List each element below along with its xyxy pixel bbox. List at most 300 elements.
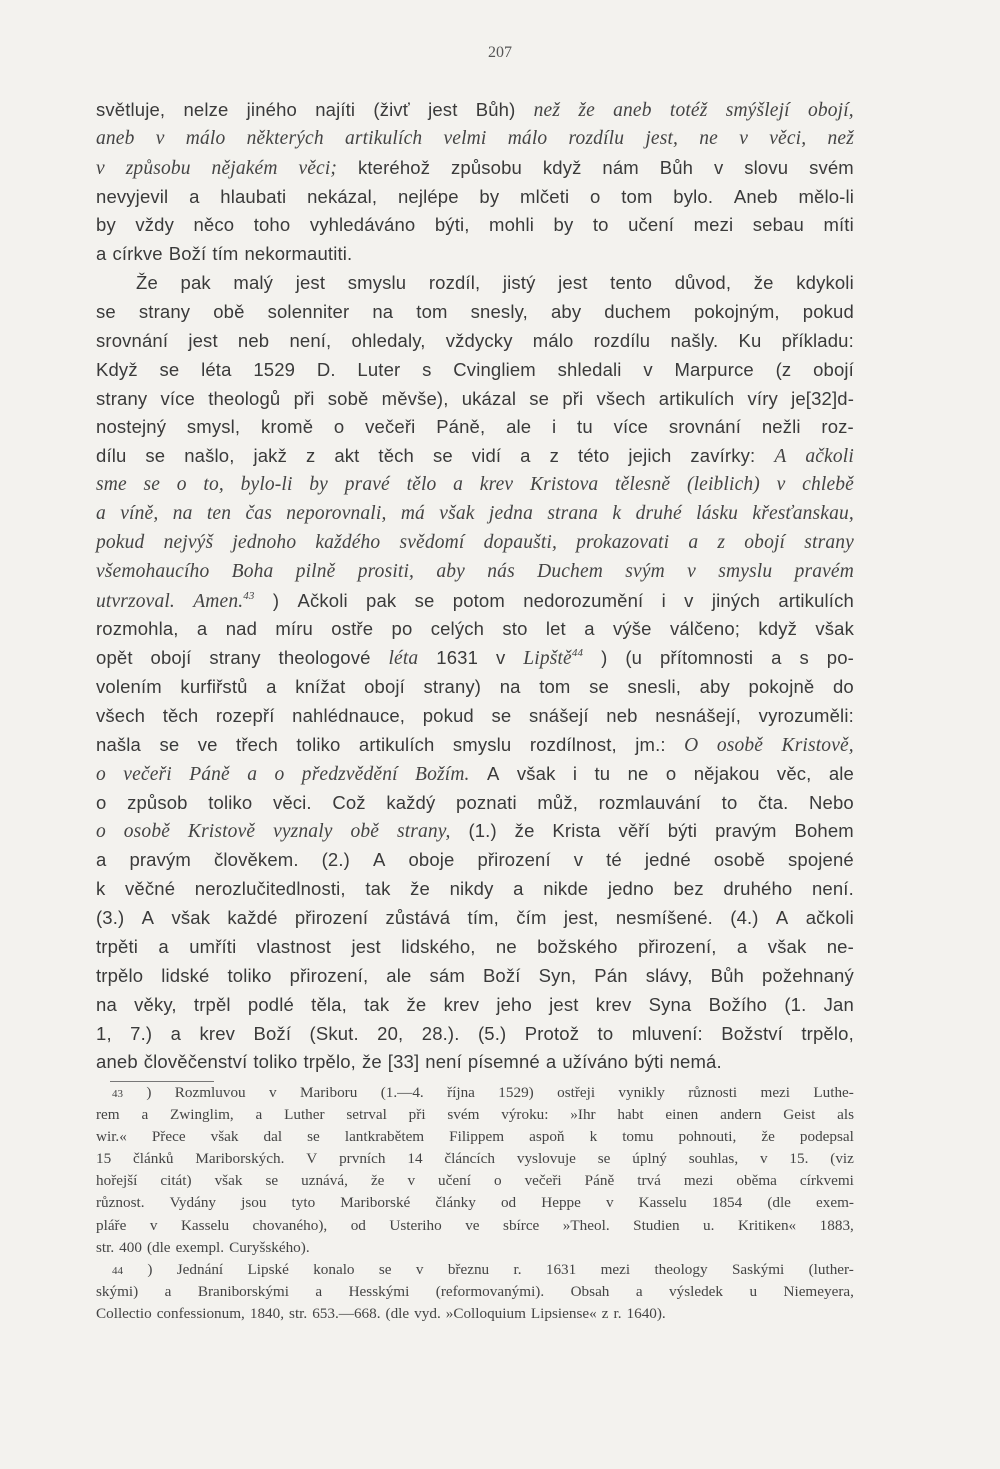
italic-word: o [96,821,106,843]
italic-word: čas [245,503,272,525]
word: něco [193,214,235,236]
text-line [96,644,854,673]
text-line [96,211,854,240]
word: Luthe- [813,1084,854,1101]
word: (Skut. [309,1022,359,1044]
word: strany [96,387,148,409]
word: lidské [161,964,210,986]
word: by [479,185,500,207]
word: dílu [96,445,127,467]
italic-word: Kristově [187,821,256,843]
word: Vydány [169,1194,217,1212]
word: osobě [713,849,766,871]
word: tu [594,762,611,784]
italic-word: o [274,763,285,785]
word: požehnaný [762,964,854,986]
word: tím [212,243,239,265]
italic-word: než [827,127,854,149]
word: se [378,1260,392,1278]
word: z [601,1304,609,1322]
word: ukázal [461,387,517,409]
text-line [96,327,854,356]
word: »Colloquium [445,1304,526,1322]
text-line [96,789,854,818]
word: jsou [241,1194,267,1212]
text-line [96,731,854,760]
word: není [425,1051,462,1073]
word: se [265,1172,279,1190]
word: svém [447,1106,480,1124]
italic-word: ne [699,127,718,149]
word: rozmohla, [96,618,179,640]
italic-word: obojí, [807,100,854,121]
word: jedno [607,878,654,900]
word: toliko [227,964,272,986]
italic-word: málo [507,127,548,149]
text-line [96,442,854,471]
text-line [96,991,854,1020]
italic-word: utvrzoval. [96,590,175,612]
word: najíti [315,99,356,120]
word: ačkoli [805,907,854,929]
word: obojí [813,358,854,380]
word: aspoň [529,1128,565,1146]
word: Zwinglim, [170,1106,234,1124]
italic-word: aby [436,560,465,582]
word: strany) [423,676,482,698]
word: (viz [830,1150,854,1168]
word: však [171,907,211,929]
italic-word: k [612,503,622,525]
word: umříti [189,935,237,957]
footnote-line [96,1281,854,1303]
italic-word: všemohaucího [96,560,210,582]
word: 15. [789,1150,809,1168]
word: a [158,935,169,957]
italic-word: tělesně [615,474,671,496]
word: uznává, [301,1172,348,1190]
footnote-marker: 43 [243,589,255,602]
word: exempl. [175,1238,225,1256]
word: jest [428,99,458,120]
word: (1.) [468,820,497,842]
word: opět [96,647,133,669]
word: se [307,1128,320,1146]
word: z [305,445,316,467]
italic-word: způsobu [125,157,191,179]
word: zavírky: [690,445,756,467]
word: o [590,185,601,207]
word: ) [147,1260,153,1278]
word: 1631 [545,1260,577,1278]
word: A [486,762,500,784]
italic-word: to, [203,474,224,496]
word: našly. [670,329,719,351]
word: způsobu [450,156,522,178]
word: ve [465,1216,480,1234]
word: einen [665,1106,699,1124]
word: Luther [284,1106,325,1124]
italic-word: v [96,157,105,179]
word: artikulích [358,733,435,755]
word: božského [537,935,618,957]
word: svém [809,156,854,178]
word: slovu [744,156,789,178]
word: to [597,1022,614,1044]
word: nikdy [449,878,494,900]
word: str. [96,1238,115,1256]
word: ne [495,935,517,957]
word: se [414,589,435,611]
word: Bohem [794,820,854,842]
word: smyslu [452,733,512,755]
word: i [661,589,666,611]
text-line [96,154,854,183]
italic-word: a [688,531,699,553]
word: Hesskými [348,1282,410,1300]
word: hořejší [96,1172,138,1190]
word: člověčenství [143,1051,248,1073]
word: neb [606,705,638,727]
word: nad [225,618,258,640]
word: snášejí [528,705,589,727]
word: ne- [826,935,854,957]
word: přirození [477,849,551,871]
word: setrval [346,1106,387,1124]
word: 1640). [626,1304,666,1322]
word: jakž [253,445,287,467]
italic-word: málo [185,127,226,149]
word: a [164,1282,172,1300]
word: nedorozumění [523,589,644,611]
italic-word: rozdílu [568,127,625,149]
word: jistý [502,272,536,294]
text-line [96,413,854,442]
main-text [96,96,854,1077]
word: aby [550,301,582,323]
word: (5.) [477,1022,507,1044]
word: trpělo [96,964,144,986]
italic-word: Boha [231,560,274,582]
word: věky, [134,993,177,1015]
italic-word: strany, [396,821,451,843]
italic-word: Lipště$^{44}$ [523,647,584,670]
word: 1883, [819,1216,854,1234]
word: rozepří [215,705,275,727]
word: trpěl [193,993,231,1015]
word: roz- [821,416,854,438]
word: všech [96,705,146,727]
word: (4.) [730,907,759,929]
word: vlastnost [256,935,332,957]
word: při [293,387,315,409]
word: jedné [644,849,691,871]
text-line [96,615,854,644]
word: Nebo [809,791,854,813]
text-line [96,904,854,933]
footnote-line [96,1148,854,1170]
word: skými) [96,1282,139,1300]
word: akt [334,445,360,467]
italic-word: A [774,446,787,468]
word: sto [502,618,528,640]
word: tyto [291,1194,316,1212]
word: užíváno [562,1051,629,1073]
word: Braniborskými [197,1282,289,1300]
word: jiných [711,589,761,611]
word: artikulích [778,589,854,611]
word: a [266,676,277,698]
word: nostejný [96,416,167,438]
word: a [584,618,595,640]
word: a [189,185,200,207]
word: církve [112,243,163,265]
word: sám [429,964,465,986]
word: [33] [387,1051,420,1073]
word: příkladu: [781,329,854,351]
word: podlé [247,993,294,1015]
word: více [613,416,649,438]
word: krev [199,1022,236,1044]
word: v [573,849,584,871]
word: při [562,387,584,409]
word: že [761,1128,775,1146]
word: se [589,676,609,698]
word: a [635,1282,643,1300]
text-line [96,96,854,125]
word: v [643,358,653,380]
italic-word: dopaušti, [483,531,557,553]
word: lantkrabětem [344,1128,425,1146]
word: (dle [385,1304,410,1322]
word: málo [532,329,574,351]
word: pravým [715,820,777,842]
word: když [758,618,798,640]
word: u [749,1282,758,1300]
word: tu [577,416,593,438]
word: bez [673,878,704,900]
word: o [493,1172,502,1190]
text-line [96,558,854,587]
word: ne [627,762,649,784]
word: způsob [127,791,188,813]
italic-word: obě [350,821,380,843]
word: mělo-li [798,185,854,207]
text-line [96,385,854,414]
word: Niemeyera, [783,1282,854,1300]
word: strany [138,301,191,323]
word: že [410,878,430,900]
word: Rozmluvou [174,1084,246,1101]
word: Aneb [733,185,778,207]
word: těch [378,445,414,467]
word: večeři [524,1172,562,1190]
italic-word: Kristova [529,474,599,496]
word: březnu [447,1260,490,1278]
word: artikulích [658,387,735,409]
word: nám [602,156,639,178]
word: r. [513,1260,522,1278]
word: vyhledáváno [309,214,416,236]
word: čta. [758,791,789,813]
word: oběma [736,1172,777,1190]
word: a [96,243,107,265]
word: Kasselu [638,1194,687,1212]
word: mezi [760,1084,791,1101]
word: pravým [129,849,191,871]
word: Mariboru [299,1084,358,1101]
italic-word: nějakém [211,157,278,179]
word: do [832,676,854,698]
italic-word: tělo [406,474,437,496]
word: a [141,1106,149,1124]
word: v [269,1084,277,1101]
word: není. [811,878,854,900]
word: že [753,272,774,294]
word: nerozlučitedlnosti, [194,878,346,900]
italic-word: smyslu [718,560,773,582]
word: Páně, [436,416,486,438]
word: mlčeti [520,185,570,207]
word: srovnání [96,329,169,351]
word: se [529,387,550,409]
word: let [545,618,566,640]
word: pak [180,272,211,294]
word: a [255,1106,263,1124]
italic-word: na [172,503,193,525]
text-line [96,875,854,904]
word: míru [275,618,313,640]
word: ale [828,762,854,784]
word: nějakou [693,762,760,784]
word: v [605,1194,614,1212]
word: citát) [160,1172,192,1190]
word: lidského, [401,935,476,957]
word: a [315,1282,323,1300]
footnote-line [96,1170,854,1192]
word: na [372,301,394,323]
italic-word: prositi, [357,560,415,582]
word: Když [96,358,138,380]
word: nelze [183,99,229,120]
word: s [422,358,432,380]
word: Božství [721,1022,783,1044]
word: shledali [557,358,622,380]
word: Saskými [731,1260,785,1278]
word: mohli [489,214,535,236]
italic-word: krev [479,474,514,496]
word: aby [699,676,730,698]
footnote-line [96,1126,854,1148]
word: a [96,849,107,871]
italic-word: bylo-li [240,474,293,496]
italic-word: se [143,474,161,496]
italic-word: večeři [123,763,172,785]
word: jest, [563,907,599,929]
italic-word: vyznaly [273,821,333,843]
word: když [542,156,582,178]
word: nesmíšené. [615,907,713,929]
word: Ku [738,329,762,351]
word: tom [621,185,653,207]
word: věčné [125,878,176,900]
italic-word: Kristově, [781,734,854,756]
word: andern [720,1106,762,1124]
word: jest [549,993,579,1015]
word: trvá [637,1172,661,1190]
italic-word: ten [206,503,232,525]
word: rozdíl, [428,272,481,294]
word: léta [201,358,232,380]
word: (živť [373,99,410,120]
word: 1840, [249,1304,285,1322]
word: Což [332,791,366,813]
word: v [415,1260,424,1278]
word: vyd. [414,1304,441,1322]
footnote-line [96,1215,854,1237]
text-line [96,702,854,731]
word: člověkem. [213,849,299,871]
word: 14 [407,1150,423,1168]
word: (reformovanými). [435,1282,545,1300]
italic-word: v [155,127,165,149]
word: ) [272,589,280,611]
italic-word: Božím. [415,763,470,785]
word: A [141,907,155,929]
word: u. [703,1216,715,1234]
word: by [553,214,574,236]
word: trpěti [96,935,139,957]
word: theologové [278,647,371,669]
word: Kasselu [180,1216,230,1234]
word: rozdílu [593,329,651,351]
word: důvod, [674,272,732,294]
word: článků [133,1150,174,1168]
word: 28.). [421,1022,460,1044]
word: toliko [296,733,341,755]
word: míti [823,214,854,236]
word: články [435,1194,476,1212]
word: více [160,387,195,409]
word: D. [316,358,336,380]
word: Bůh [659,156,694,178]
footnote-line: 44 ) Jednání Lipské konalo se v březnu r. 1631 mezi theology Saskými (luther- [96,1259,854,1281]
italic-word: chlebě [802,474,854,496]
word: aneb [96,1051,138,1073]
word: smyslu [347,272,407,294]
text-line [96,471,854,500]
word: trpělo, [303,1051,356,1073]
italic-word: a [247,763,258,785]
text-line [96,500,854,529]
word: pohnouti, [678,1128,737,1146]
italic-word: prokazovati [576,531,670,553]
word: sbírce [503,1216,540,1234]
word: večeři [365,416,416,438]
word: se [96,301,116,323]
word: k [589,1128,598,1146]
italic-word: (leiblich) [686,474,760,496]
word: i [552,416,557,438]
word: po- [826,647,854,669]
italic-word: O [684,734,699,756]
word: krev [595,993,632,1015]
word: v [149,1216,158,1234]
word: jest [188,329,218,351]
word: tak [364,993,390,1015]
word: Ačkoli [297,589,348,611]
word: podepsal [799,1128,854,1146]
